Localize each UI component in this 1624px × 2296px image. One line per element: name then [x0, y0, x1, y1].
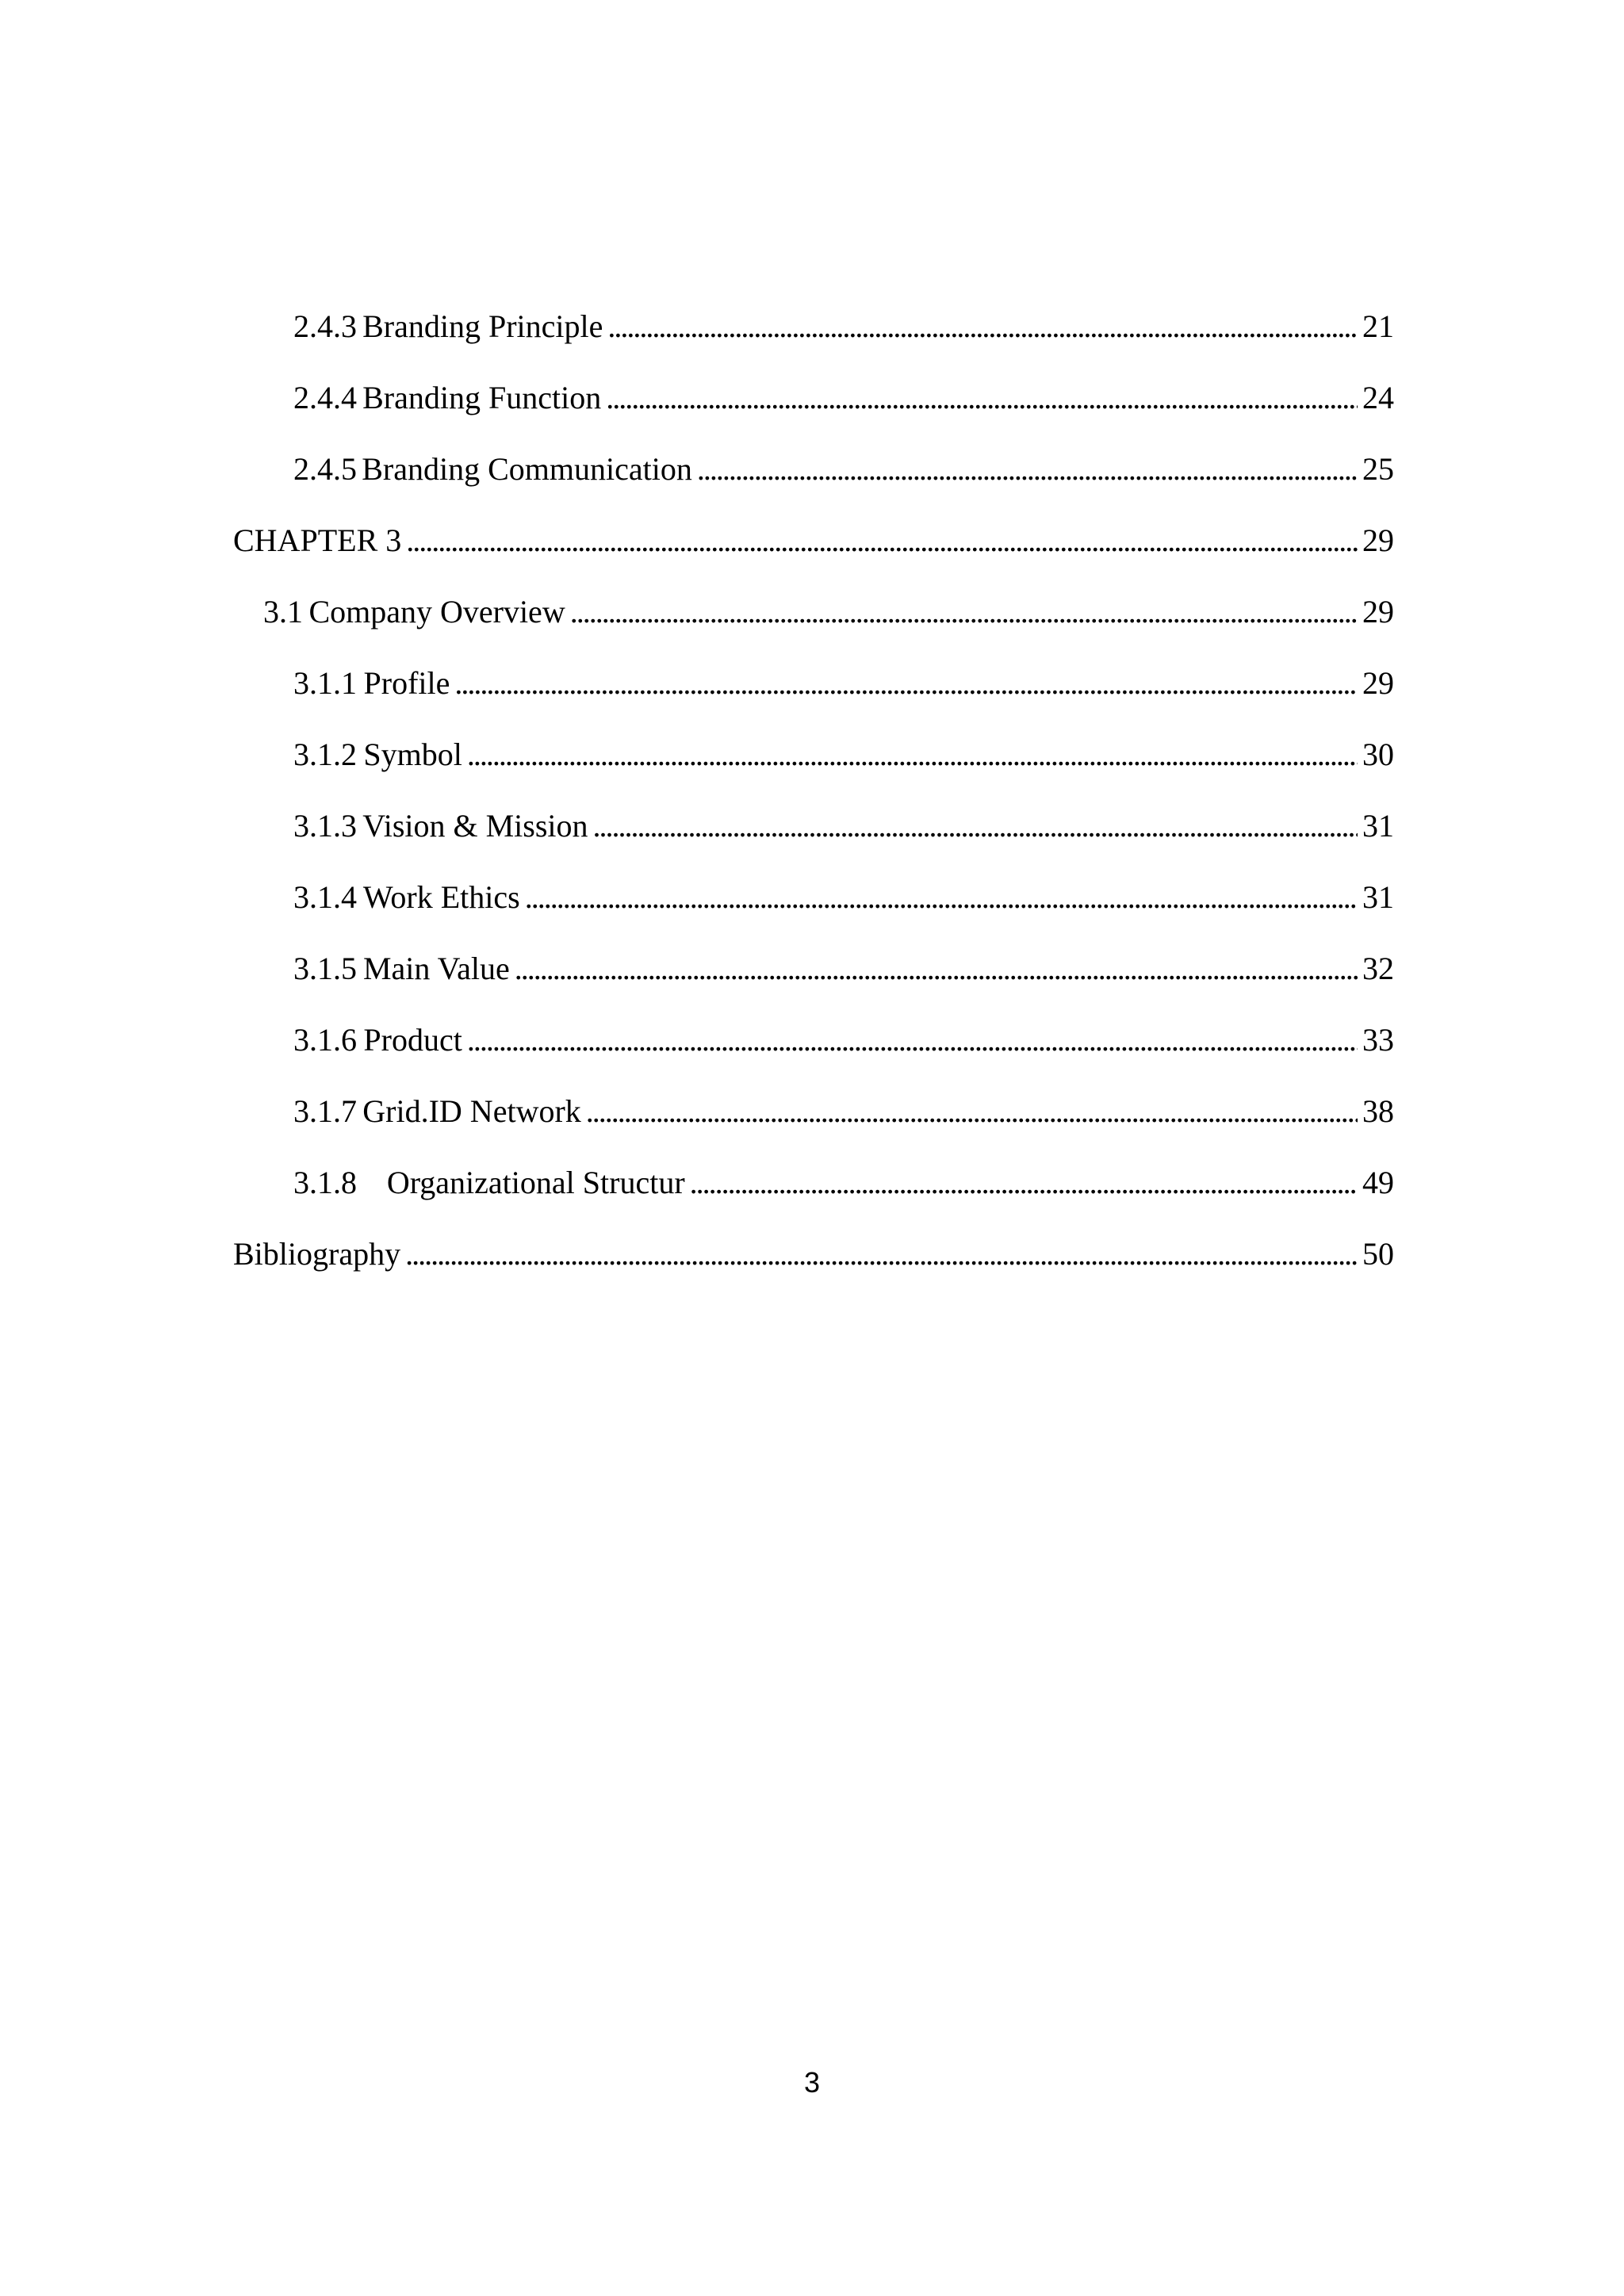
toc-entry-number: 2.4.3: [293, 308, 357, 344]
toc-entry-2-4-3[interactable]: [0, 307, 1624, 354]
toc-leader-dots: [467, 735, 1358, 775]
toc-entry-page: 49: [1362, 1165, 1394, 1200]
toc-entry-title: Main Value: [362, 951, 510, 986]
toc-leader-dots: [570, 592, 1358, 632]
toc-leader-dots: [690, 1163, 1358, 1203]
toc-entry-number: 3.1.3: [293, 808, 357, 844]
toc-entry-bibliography[interactable]: [0, 1234, 1624, 1282]
toc-entry-page: 38: [1362, 1093, 1394, 1129]
toc-entry-3-1-7[interactable]: [0, 1092, 1624, 1139]
toc-entry-page: 21: [1362, 308, 1394, 344]
toc-leader-dots: [406, 521, 1358, 561]
toc-entry-title: CHAPTER 3: [233, 522, 402, 558]
toc-entry-title: Vision & Mission: [362, 808, 588, 844]
toc-entry-3-1-2[interactable]: [0, 735, 1624, 783]
toc-entry-number: 3.1.8: [293, 1165, 357, 1200]
page-number: 3: [803, 2066, 821, 2099]
toc-entry-2-4-5[interactable]: [0, 450, 1624, 497]
toc-entry-page: 30: [1362, 737, 1394, 772]
toc-entry-page: 29: [1362, 665, 1394, 701]
toc-entry-number: 3.1.1: [293, 665, 357, 701]
toc-leader-dots: [525, 878, 1358, 917]
toc-leader-dots: [467, 1020, 1358, 1060]
toc-entry-number: 3.1: [263, 594, 303, 629]
toc-entry-page: 29: [1362, 594, 1394, 629]
toc-leader-dots: [586, 1092, 1358, 1131]
toc-entry-page: 33: [1362, 1022, 1394, 1058]
toc-entry-title: Branding Communication: [362, 451, 692, 487]
toc-entry-page: 24: [1362, 380, 1394, 415]
toc-entry-title: Organizational Structur: [386, 1165, 685, 1200]
toc-entry-page: 31: [1362, 879, 1394, 915]
toc-leader-dots: [515, 949, 1358, 989]
toc-entry-page: 50: [1362, 1236, 1394, 1272]
toc-leader-dots: [606, 378, 1358, 418]
toc-entry-number: 3.1.7: [293, 1093, 357, 1129]
toc-entry-number: 3.1.6: [293, 1022, 357, 1058]
toc-entry-page: 25: [1362, 451, 1394, 487]
toc-entry-page: 31: [1362, 808, 1394, 844]
toc-entry-title: Bibliography: [233, 1236, 401, 1272]
toc-entry-3-1-8[interactable]: [0, 1163, 1624, 1211]
toc-entry-title: Symbol: [363, 737, 462, 772]
toc-entry-3-1-1[interactable]: [0, 664, 1624, 711]
toc-entry-title: Branding Function: [362, 380, 602, 415]
toc-entry-chapter-3[interactable]: [0, 521, 1624, 568]
toc-entry-number: 2.4.5: [293, 451, 357, 487]
toc-entry-number: 3.1.5: [293, 951, 357, 986]
toc-entry-3-1-4[interactable]: [0, 878, 1624, 925]
toc-entry-title: Branding Principle: [362, 308, 603, 344]
toc-leader-dots: [405, 1234, 1358, 1274]
toc-entry-3-1[interactable]: [0, 592, 1624, 640]
toc-entry-3-1-3[interactable]: [0, 806, 1624, 854]
toc-entry-page: 29: [1362, 522, 1394, 558]
toc-entry-3-1-6[interactable]: [0, 1020, 1624, 1068]
toc-entry-page: 32: [1362, 951, 1394, 986]
toc-entry-title: Grid.ID Network: [362, 1093, 581, 1129]
toc-entry-3-1-5[interactable]: [0, 949, 1624, 997]
toc-leader-dots: [607, 307, 1358, 346]
toc-leader-dots: [454, 664, 1358, 703]
toc-entry-title: Product: [363, 1022, 462, 1058]
toc-entry-number: 3.1.2: [293, 737, 357, 772]
toc-entry-title: Company Overview: [308, 594, 565, 629]
toc-entry-title: Work Ethics: [362, 879, 520, 915]
toc-leader-dots: [593, 806, 1358, 846]
toc-entry-title: Profile: [363, 665, 450, 701]
toc-entry-number: 3.1.4: [293, 879, 357, 915]
toc-entry-2-4-4[interactable]: [0, 378, 1624, 426]
toc-leader-dots: [697, 450, 1358, 489]
toc-entry-number: 2.4.4: [293, 380, 357, 415]
